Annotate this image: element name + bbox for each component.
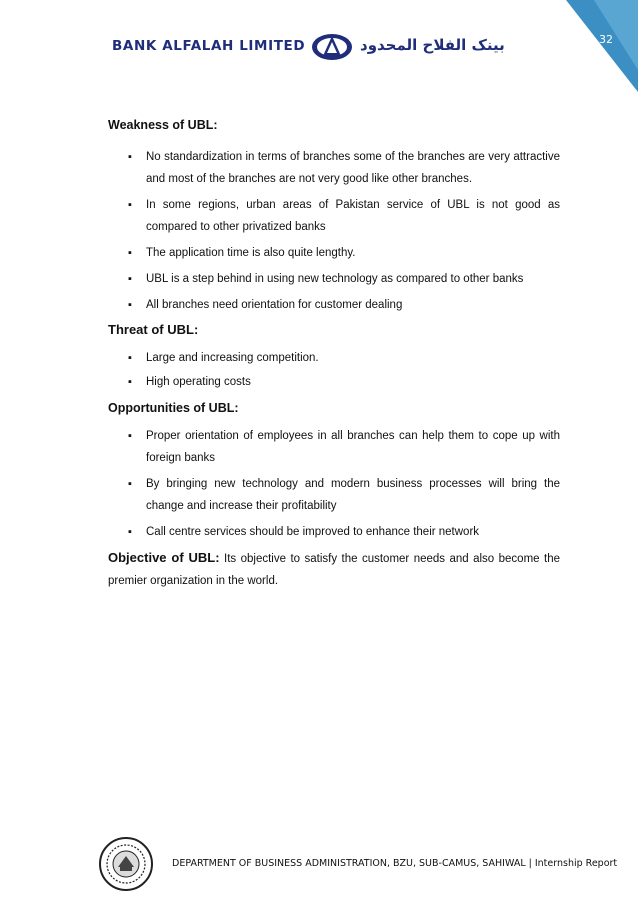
- document-body: [108, 118, 560, 592]
- page-footer: [98, 836, 618, 892]
- header-banner: [112, 32, 572, 62]
- list-item: ▪ No standardization in terms of branches some of the branches are very attractive and most of the branches are not very good like other branches.: [128, 146, 560, 190]
- objective-label: Objective of UBL:: [108, 550, 220, 565]
- weakness-list: [108, 146, 560, 316]
- objective-text: Its objective to satisfy the customer needs and also become the premier organization in the world.: [108, 553, 560, 587]
- list-item: ▪ By bringing new technology and modern business processes will bring the change and increase their profitability: [128, 473, 560, 517]
- opportunities-list: [108, 425, 560, 543]
- threat-heading: Threat of UBL:: [108, 322, 199, 337]
- list-item: ▪ All branches need orientation for customer dealing: [128, 294, 560, 316]
- list-item: ▪ Proper orientation of employees in all branches can help them to cope up with foreign banks: [128, 425, 560, 469]
- list-item: ▪ UBL is a step behind in using new technology as compared to other banks: [128, 268, 560, 290]
- bank-alfalah-logo-icon: [310, 32, 354, 62]
- page-number: 32: [599, 33, 613, 46]
- bank-name-urdu: بینک الفلاح المحدود: [360, 36, 505, 54]
- list-item: ▪ In some regions, urban areas of Pakistan service of UBL is not good as compared to other privatized banks: [128, 194, 560, 238]
- threat-list: [108, 347, 560, 393]
- list-item: ▪ High operating costs: [128, 371, 560, 393]
- footer-text: DEPARTMENT OF BUSINESS ADMINISTRATION, BZU, SUB-CAMUS, SAHIWAL | Internship Report: [172, 858, 618, 869]
- objective-paragraph: [108, 547, 560, 592]
- list-item: ▪ Large and increasing competition.: [128, 347, 560, 369]
- bank-name: BANK ALFALAH LIMITED: [112, 38, 306, 54]
- opportunities-heading: Opportunities of UBL:: [108, 401, 239, 415]
- list-item: ▪ Call centre services should be improved to enhance their network: [128, 521, 560, 543]
- university-seal-icon: [98, 836, 154, 892]
- list-item: ▪ The application time is also quite lengthy.: [128, 242, 560, 264]
- weakness-heading: Weakness of UBL:: [108, 118, 218, 132]
